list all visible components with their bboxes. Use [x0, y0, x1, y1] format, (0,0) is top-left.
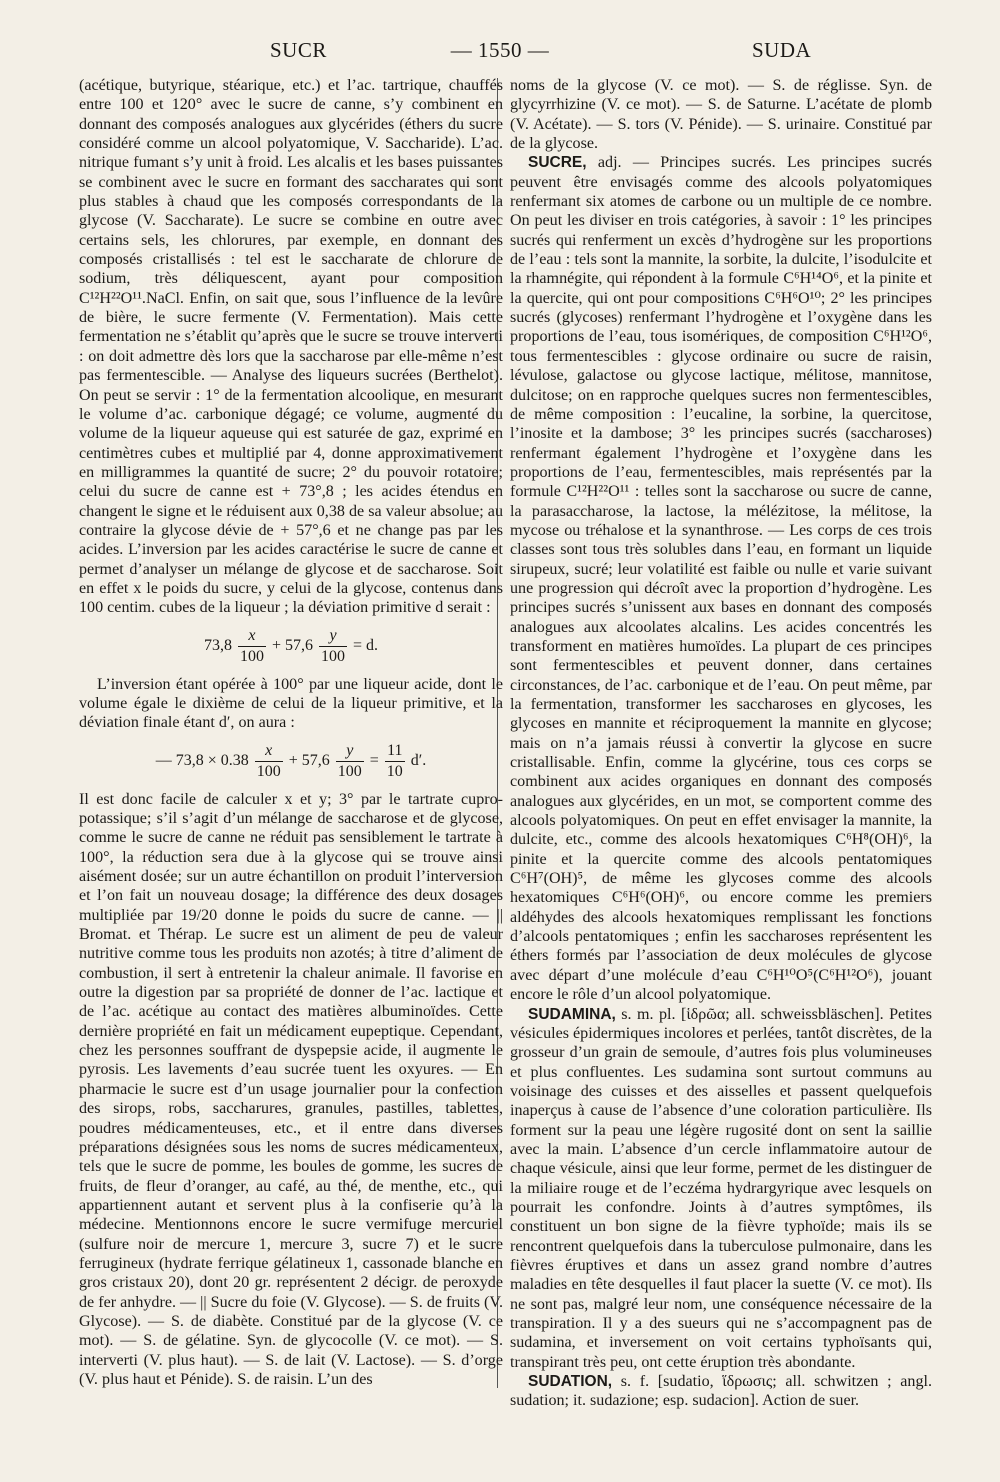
- eq2-fraction-x: [255, 741, 283, 782]
- eq1-fraction-x: [238, 626, 266, 667]
- entry-sudation-body: s. f. [sudatio, ἵδρωσις; all. schwitzen ; angl. sudation; it. sudazione; esp. sudacion]. Action de suer.: [510, 1373, 932, 1410]
- eq1-fraction-y: [319, 626, 347, 667]
- eq1-coef-b: + 57,6: [271, 636, 313, 654]
- eq2-equals: =: [369, 751, 379, 769]
- eq2-num-11: 11: [385, 741, 405, 762]
- eq2-fraction-11-10: [385, 741, 405, 782]
- page-number: — 1550 —: [450, 38, 550, 62]
- headword-sudation: SUDATION,: [528, 1373, 613, 1391]
- sucre-continuation-text: (acétique, butyrique, stéarique, etc.) et l’ac. tartrique, chauffés entre 100 et 120° avec le sucre de canne, s’y combinent en donnant des composés analogues aux glycérides (éthers du sucre considéré comme un alcool polyatomique, V. Saccharide). L’ac. nitrique fumant s’y unit à froid. Les alcalis et les bases puissantes se combinent avec le sucre en formant des saccharates qui sont plus stables à chaud que les composés correspondants de la glycose (V. Saccharate). Le sucre se combine en outre avec certains sels, les chlorures, par exemple, en donnant des composés cristallisés : tel est le saccharate de chlorure de sodium, très déliquescent, ayant pour composition C¹²H²²O¹¹.NaCl. Enfin, on sait que, sous l’influence de la levûre de bière, le sucre fermente (V. Fermentation). Mais cette fermentation ne s’établit qu’après que le sucre se trouve interverti : on doit admettre dès lors que la saccharose par elle-même n’est pas fermentescible. — Analyse des liqueurs sucrées (Berthelot). On peut se servir : 1° de la fermentation alcoolique, en mesurant le volume d’ac. carbonique dégagé; ce volume, augmenté du volume de la liqueur aqueuse qui est saturée de gaz, exprimé en centimètres cubes et multiplié par 4, donne approximativement en milligrammes la quantité de sucre; 2° du pouvoir rotatoire; celui du sucre de canne est + 73°,8 ; les acides étendus en changent le signe et le réduisent aux 0,38 de sa valeur absolue; au contraire la glycose dévie de + 57°,6 et ne change pas par les acides. L’inversion par les acides caractérise le sucre de canne et permet d’analyser un mélange de glycose et de saccharose. Soit en effet x le poids du sucre, y celui de la glycose, contenus dans 100 centim. cubes de la liqueur ; la déviation primitive d serait :: [79, 77, 503, 617]
- eq2-result: d′.: [410, 751, 427, 769]
- entry-sudation: [510, 1372, 932, 1411]
- headword-sucre: SUCRE,: [528, 154, 587, 172]
- equation-1: [79, 626, 503, 667]
- header-right-word: SUDA: [752, 38, 812, 62]
- eq2-x: x: [255, 741, 283, 762]
- header-left-word: SUCR: [270, 38, 327, 62]
- eq1-x: x: [238, 626, 266, 647]
- eq2-coef-a: — 73,8 × 0.38: [155, 751, 249, 769]
- eq2-fraction-y: [336, 741, 364, 782]
- entry-sudamina-body: s. m. pl. [ἱδρῶα; all. schweissbläschen]. Petites vésicules épidermiques incolores et perlées, tantôt discrètes, de la grosseur d’un grain de semoule, d’autres fois plus volumineuses et plus confluentes. Les sudamina sont surtout communs au voisinage des cuisses et des aisselles et passent quelquefois inaperçus à cause de l’absence d’une coloration particulière. Ils forment sur la peau une légère rugosité dont on sent la saillie avec la main. L’absence d’un cercle inflammatoire autour de chaque vésicule, ainsi que leur forme, permet de les distinguer de la miliaire rouge et de l’eczéma hydrargyrique avec lesquels on pourrait les confondre. Joints à d’autres symptômes, ils constituent un bon signe de la fièvre typhoïde; mais ils se rencontrent quelquefois dans la tuberculose pulmonaire, dans les fièvres éruptives et dans un assez grand nombre d’autres maladies en tête desquelles il faut placer la suette (V. ce mot). Ils ne sont pas, malgré leur nom, une conséquence nécessaire de la transpiration. Il y a des sueurs qui ne s’accompagnent pas de sudamina, et inversement on voit certains typhoïsants qui, transpirant très peu, ont cette éruption très abondante.: [510, 1005, 932, 1371]
- running-header: [0, 30, 1000, 70]
- eq2-y: y: [336, 741, 364, 762]
- right-column: [510, 76, 932, 1411]
- left-column: [79, 76, 503, 1389]
- eq1-den-y: 100: [321, 647, 345, 665]
- inversion-text: L’inversion étant opérée à 100° par une liqueur acide, dont le volume égale le dixième de celui de la liqueur primitive, et la déviation finale étant d′, on aura :: [79, 675, 503, 732]
- eq2-den-x: 100: [256, 762, 281, 780]
- equation-2: [79, 741, 503, 782]
- entry-sudamina: [510, 1005, 932, 1373]
- eq2-den-y: 100: [337, 762, 362, 780]
- entry-sucre-body: adj. — Principes sucrés. Les principes sucrés peuvent être envisagés comme des alcools polyatomiques renfermant six atomes de carbone ou un multiple de ce nombre. On peut les diviser en trois catégories, à savoir : 1° les principes sucrés qui renferment un excès d’hydrogène sur les proportions de l’eau : tels sont la mannite, la sorbite, la dulcite, l’isodulcite et la rhamnégite, qui répondent à la formule C⁶H¹⁴O⁶, et la pinite et la quercite, qui ont pour compositions C⁶H⁶O¹⁰; 2° les principes sucrés (glycoses) renfermant l’hydrogène et l’oxygène dans les proportions de l’eau, tous isomériques, de composition C⁶H¹²O⁶, tous fermentescibles : glycose ordinaire ou sucre de raisin, lévulose, galactose ou glycose lactique, mélitose, mannitose, dulcitose; on en rapproche quelques sucres non fermentescibles, de même composition : l’eucaline, la sorbine, la quercitose, l’inosite et la dambose; 3° les principes sucrés (saccharoses) renfermant également l’hydrogène et l’oxygène dans les proportions de l’eau, fermentescibles, mais représentés par la formule C¹²H²²O¹¹ : telles sont la saccharose ou sucre de canne, la parasaccharose, la lactose, la mélézitose, la mélitose, la mycose ou tréhalose et la synanthrose. — Les corps de ces trois classes sont tous très solubles dans l’eau, en formant un liquide sirupeux, sucré; leur volatilité est faible ou nulle et varie suivant une progression qui décroît avec la proportion d’hydrogène. Les principes sucrés s’unissent aux bases en donnant des composés analogues aux alcoolates alcalins. Les acides concentrés les transforment en matières humoïdes. La plupart de ces principes sont fermentescibles et peuvent donner, dans certaines circonstances, de l’ac. carbonique et de l’eau. On peut même, par la fermentation, transformer les saccharoses en glycoses, les glycoses en mannite et réciproquement la mannite en glycose; mais on n’a jamais réussi à convertir la glycose en sucre cristallisable. Enfin, comme la glycérine, tous ces corps se combinent aux acides organiques en donnant des composés analogues aux glycérides, en un mot, se comportent comme des alcools polyatomiques. On peut en effet envisager la mannite, la dulcite, etc., comme des alcools hexatomiques C⁶H⁸(OH)⁶, la pinite et la quercite comme des alcools pentatomiques C⁶H⁷(OH)⁵, de même les glycoses comme des alcools hexatomiques C⁶H⁶(OH)⁶, ou encore comme les premiers aldéhydes des alcools hexatomiques remplissant les fonctions d’alcools pentatomiques ; enfin les saccharoses représentent les éthers formés par l’association de deux molécules de glycose avec départ d’une molécule d’eau C⁶H¹⁰O⁵(C⁶H¹²O⁶), jouant encore le rôle d’un alcool polyatomique.: [510, 154, 932, 1004]
- analysis-and-therapeutics-text: Il est donc facile de calculer x et y; 3° par le tartrate cupro-potassique; s’il s’agit d’un mélange de saccharose et de glycose, comme le sucre de canne ne réduit pas sensiblement le tartrate à 100°, la réduction sera due à la glycose qui se trouve ainsi aisément dosée; sur un autre échantillon on produit l’interversion et l’on fait un nouveau dosage; la différence des deux dosages multipliée par 19/20 donne le poids du sucre de canne. — || Bromat. et Thérap. Le sucre est un aliment de peu de valeur nutritive comme tous les produits non azotés; à titre d’aliment de combustion, il sert à entretenir la chaleur animale. Il favorise en outre la digestion par sa propriété de donner de l’ac. lactique et de l’ac. acétique au contact des matières albuminoïdes. Cette dernière propriété en fait un médicament eupeptique. Cependant, chez les personnes souffrant de dyspepsie acide, il augmente le pyrosis. Les lavements d’eau sucrée tuent les oxyures. — En pharmacie le sucre est d’un usage journalier pour la confection des sirops, robs, saccharures, granules, pastilles, tablettes, poudres médicamenteuses, etc., et il entre dans diverses préparations désignées sous les noms de sucres médicamenteux, tels que le sucre de pomme, les boules de gomme, les sucres de fruits, de fleur d’oranger, au café, au thé, de menthe, etc., qui appartiennent autant et servent plus à la confiserie qu’à la médecine. Mentionnons encore le sucre vermifuge mercuriel (sulfure noir de mercure 1, mercure 3, sucre 7) et le sucre ferrugineux (hydrate ferrique gélatineux 1, cassonade blanche en gros cristaux 20), dont 20 gr. représentent 2 décigr. de peroxyde de fer anhydre. — || Sucre du foie (V. Glycose). — S. de fruits (V. Glycose). — S. de diabète. Constitué par de la glycose (V. ce mot). — S. de gélatine. Syn. de glycocolle (V. ce mot). — S. interverti (V. plus haut). — S. de lait (V. Lactose). — S. d’orge (V. plus haut et Pénide). S. de raisin. L’un des: [79, 790, 503, 1388]
- sucre-varieties-continuation: noms de la glycose (V. ce mot). — S. de réglisse. Syn. de glycyrrhizine (V. ce mot). — S. de Saturne. L’acétate de plomb (V. Acétate). — S. tors (V. Pénide). — S. urinaire. Constitué par de la glycose.: [510, 77, 932, 153]
- eq2-den-10: 10: [386, 762, 403, 780]
- eq1-y: y: [319, 626, 347, 647]
- headword-sudamina: SUDAMINA,: [528, 1005, 616, 1023]
- eq1-coef-a: 73,8: [203, 636, 232, 654]
- eq2-coef-b: + 57,6: [288, 751, 330, 769]
- eq1-den-x: 100: [239, 647, 264, 665]
- eq1-result: = d.: [353, 636, 379, 654]
- entry-sucre-adj: [510, 153, 932, 1004]
